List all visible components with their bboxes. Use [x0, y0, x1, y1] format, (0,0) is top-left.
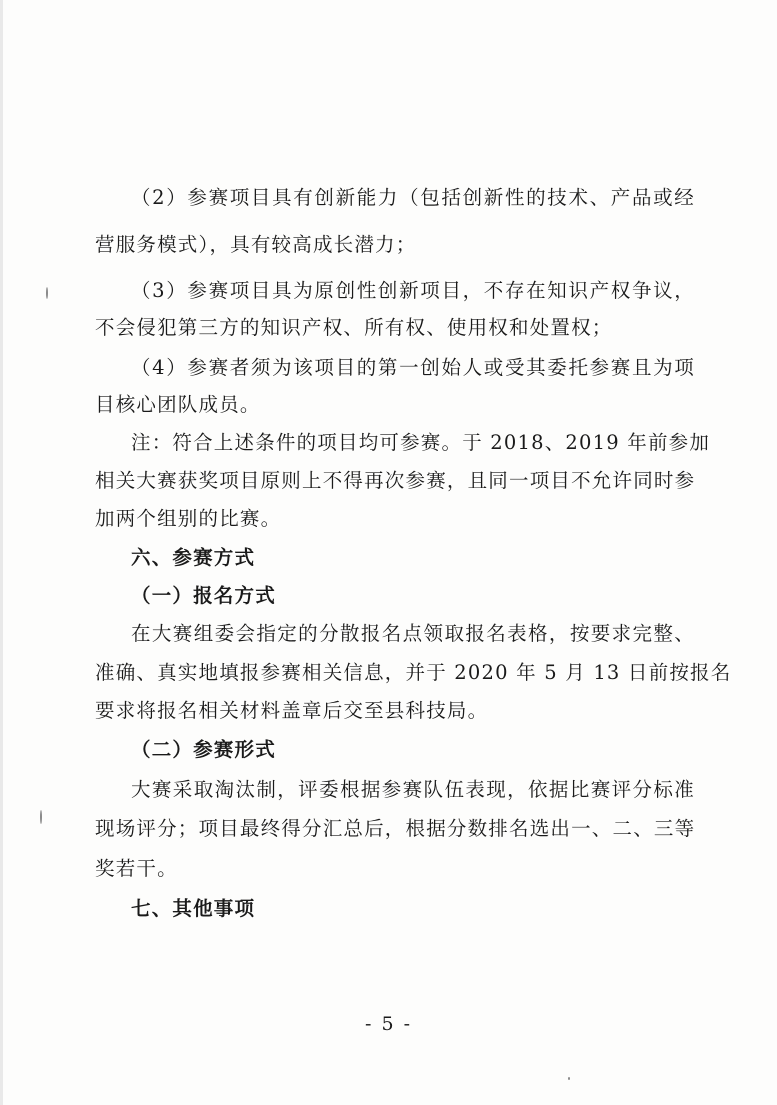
- paragraph-line: 在大赛组委会指定的分散报名点领取报名表格，按要求完整、: [131, 622, 695, 645]
- paragraph-line: 大赛采取淘汰制，评委根据参赛队伍表现，依据比赛评分标准: [131, 778, 695, 801]
- paragraph-line: （2）参赛项目具有创新能力（包括创新性的技术、产品或经: [131, 186, 695, 209]
- section-heading: 七、其他事项: [131, 897, 256, 920]
- paragraph-line: 营服务模式），具有较高成长潜力；: [95, 233, 417, 256]
- scan-speck: [568, 1077, 570, 1080]
- paragraph-line: 现场评分；项目最终得分汇总后，根据分数排名选出一、二、三等: [95, 817, 696, 840]
- paragraph-line: （3）参赛项目具为原创性创新项目，不存在知识产权争议，: [131, 279, 695, 302]
- paragraph-line: 目核心团队成员。: [95, 393, 261, 416]
- note-line: 注：符合上述条件的项目均可参赛。于 2018、2019 年前参加: [131, 431, 711, 454]
- paragraph-line: 不会侵犯第三方的知识产权、所有权、使用权和处置权；: [95, 316, 613, 339]
- paragraph-line: 准确、真实地填报参赛相关信息，并于 2020 年 5 月 13 日前按报名: [95, 661, 732, 684]
- note-line: 相关大赛获奖项目原则上不得再次参赛，且同一项目不允许同时参: [95, 469, 696, 492]
- note-line: 加两个组别的比赛。: [95, 507, 282, 530]
- subsection-heading: （二）参赛形式: [131, 738, 276, 761]
- paragraph-line: （4）参赛者须为该项目的第一创始人或受其委托参赛且为项: [131, 356, 695, 379]
- section-heading: 六、参赛方式: [131, 546, 256, 569]
- scan-edge: [0, 0, 3, 1105]
- subsection-heading: （一）报名方式: [131, 584, 276, 607]
- paragraph-line: 要求将报名相关材料盖章后交至县科技局。: [95, 699, 489, 722]
- scan-speck: [40, 810, 42, 824]
- paragraph-line: 奖若干。: [95, 857, 178, 880]
- page-number: - 5 -: [364, 1013, 412, 1035]
- scan-speck: [46, 287, 48, 299]
